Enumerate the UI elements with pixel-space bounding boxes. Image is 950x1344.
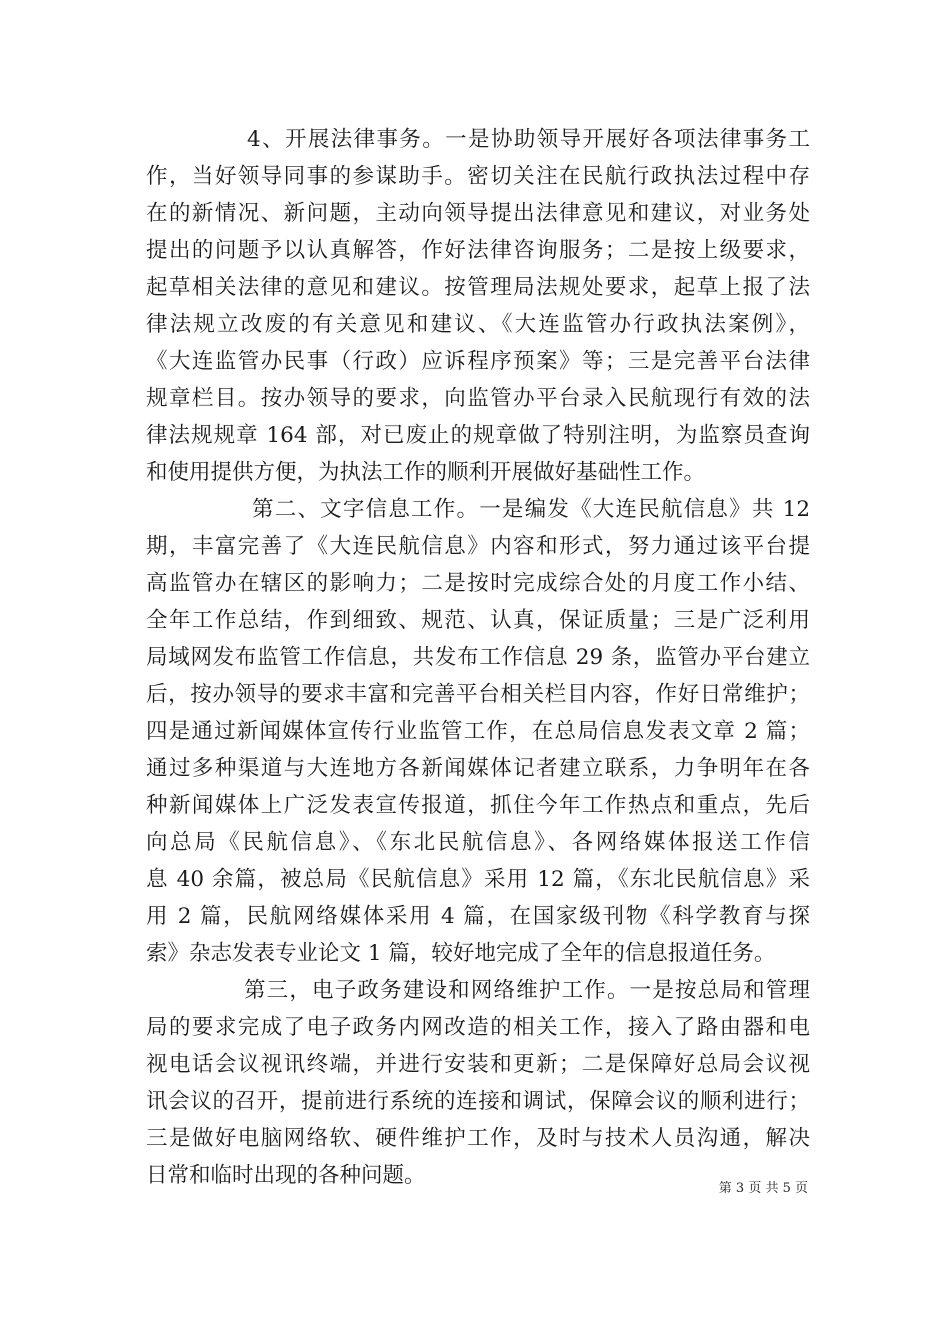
text-line: 三是做好电脑网络软、硬件维护工作，及时与技术人员沟通，解决 [146, 1126, 810, 1151]
text-line: 高监管办在辖区的影响力；二是按时完成综合处的月度工作小结、 [146, 571, 810, 596]
text-line: 起草相关法律的意见和建议。按管理局法规处要求，起草上报了法 [146, 275, 810, 300]
text-line: 《大连监管办民事（行政）应诉程序预案》等；三是完善平台法律 [146, 349, 810, 374]
text-line: 向总局《民航信息》、《东北民航信息》、各网络媒体报送工作信 [146, 830, 810, 855]
text-line: 期，丰富完善了《大连民航信息》内容和形式，努力通过该平台提 [146, 534, 810, 559]
text-line: 日常和临时出现的各种问题。 [146, 1163, 426, 1188]
text-line: 提出的问题予以认真解答，作好法律咨询服务；二是按上级要求， [146, 238, 810, 263]
text-line: 律法规规章 164 部，对已废止的规章做了特别注明，为监察员查询 [146, 423, 810, 448]
text-line: 用 2 篇，民航网络媒体采用 4 篇，在国家级刊物《科学教育与探 [146, 904, 810, 929]
text-line: 种新闻媒体上广泛发表宣传报道，抓住今年工作热点和重点，先后 [146, 793, 810, 818]
text-line: 4、开展法律事务。一是协助领导开展好各项法律事务工 [247, 127, 810, 152]
text-line: 索》杂志发表专业论文 1 篇，较好地完成了全年的信息报道任务。 [146, 941, 776, 966]
text-line: 和使用提供方便，为执法工作的顺利开展做好基础性工作。 [146, 460, 706, 485]
text-line: 通过多种渠道与大连地方各新闻媒体记者建立联系，力争明年在各 [146, 756, 810, 781]
text-line: 四是通过新闻媒体宣传行业监管工作，在总局信息发表文章 2 篇； [146, 719, 810, 744]
text-line: 息 40 余篇，被总局《民航信息》采用 12 篇，《东北民航信息》采 [146, 867, 810, 892]
text-line: 作，当好领导同事的参谋助手。密切关注在民航行政执法过程中存 [146, 164, 810, 189]
text-line: 局域网发布监管工作信息，共发布工作信息 29 条，监管办平台建立 [146, 645, 810, 670]
text-line: 律法规立改废的有关意见和建议、《大连监管办行政执法案例》， [146, 312, 810, 337]
text-line: 视电话会议视讯终端，并进行安装和更新；二是保障好总局会议视 [146, 1052, 810, 1077]
text-line: 全年工作总结，作到细致、规范、认真，保证质量；三是广泛利用 [146, 608, 810, 633]
page-number: 第 3 页 共 5 页 [718, 1181, 808, 1196]
text-line: 第三，电子政务建设和网络维护工作。一是按总局和管理 [244, 978, 810, 1003]
text-line: 第二、文字信息工作。一是编发《大连民航信息》共 12 [252, 497, 810, 522]
text-line: 规章栏目。按办领导的要求，向监管办平台录入民航现行有效的法 [146, 386, 810, 411]
text-line: 讯会议的召开，提前进行系统的连接和调试，保障会议的顺利进行； [146, 1089, 810, 1114]
text-line: 在的新情况、新问题，主动向领导提出法律意见和建议，对业务处 [146, 201, 810, 226]
text-line: 后，按办领导的要求丰富和完善平台相关栏目内容，作好日常维护； [146, 682, 810, 707]
text-line: 局的要求完成了电子政务内网改造的相关工作，接入了路由器和电 [146, 1015, 810, 1040]
